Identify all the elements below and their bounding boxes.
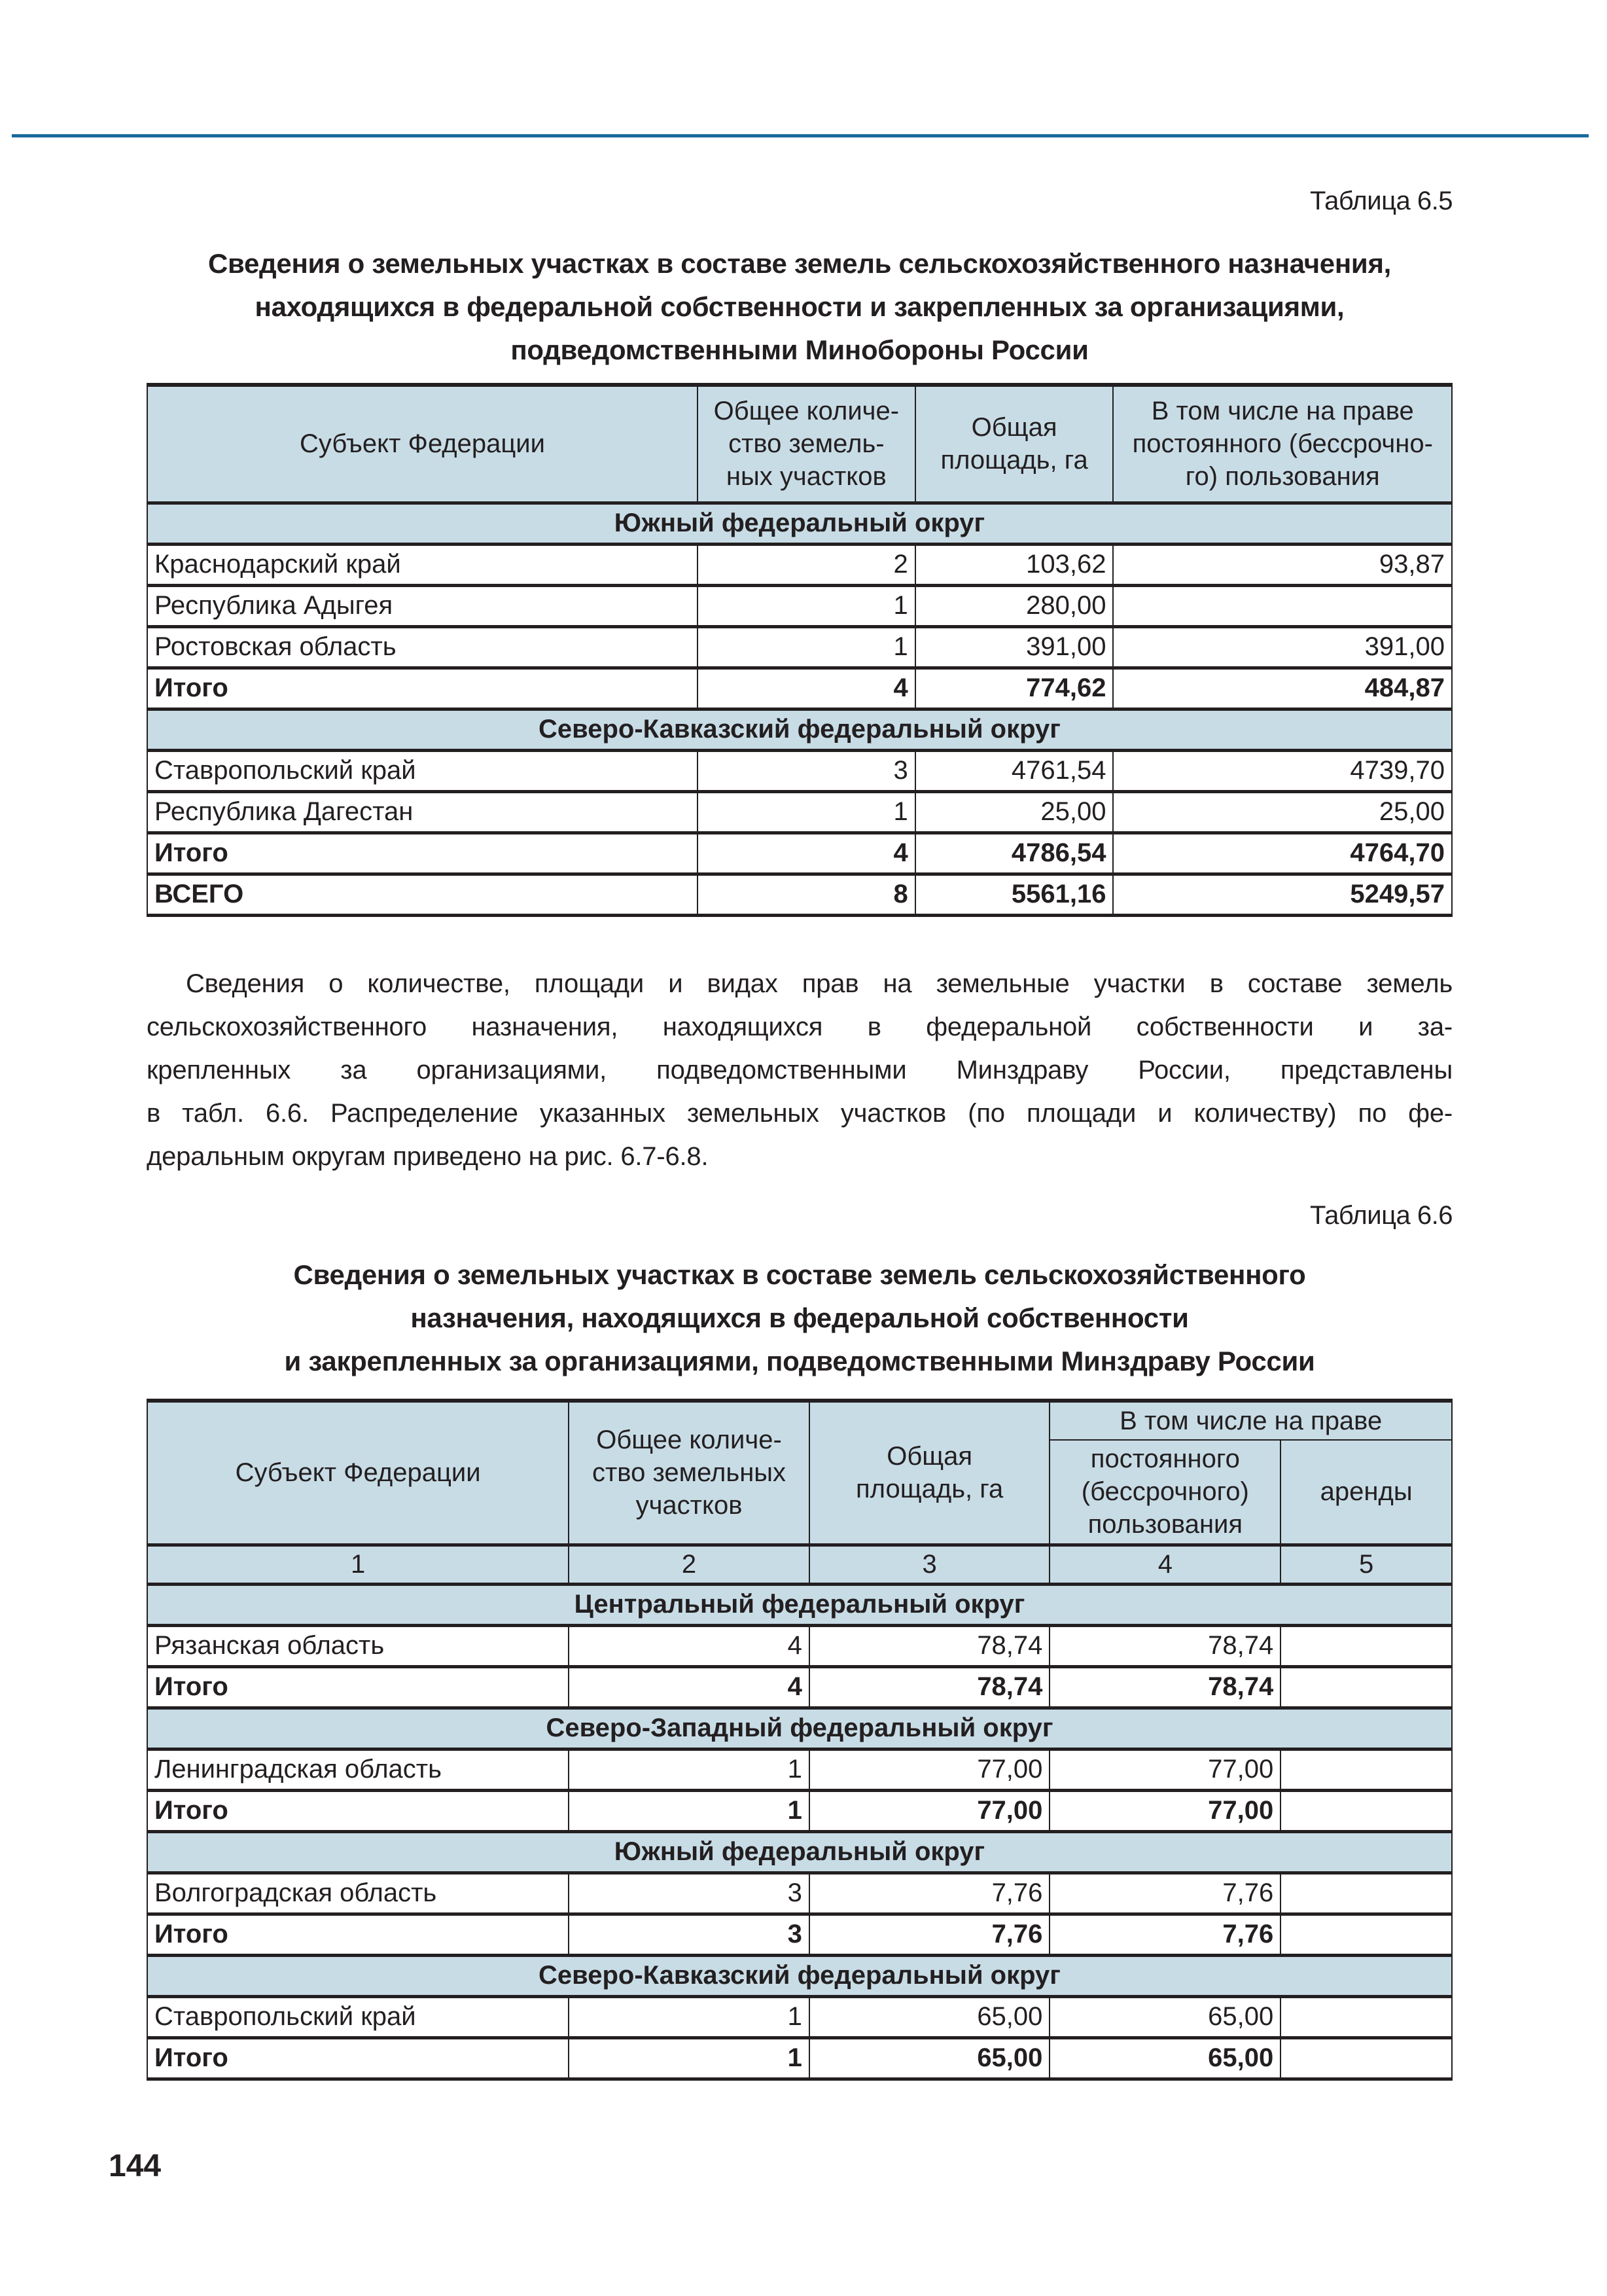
cell-area: 65,00 — [809, 2037, 1050, 2079]
header-count-line: ных участков — [726, 462, 887, 492]
cell-count: 3 — [569, 1914, 809, 1955]
cell-subject: Итого — [147, 1790, 569, 1831]
cell-permanent: 484,87 — [1113, 668, 1452, 709]
cell-permanent: 25,00 — [1113, 791, 1452, 833]
cell-count: 4 — [698, 668, 915, 709]
cell-count: 3 — [569, 1873, 809, 1914]
cell-area: 4761,54 — [915, 750, 1114, 791]
header-rule — [12, 134, 1589, 137]
cell-lease — [1280, 1625, 1452, 1666]
column-number: 3 — [809, 1545, 1050, 1584]
cell-subject: Республика Адыгея — [147, 585, 698, 626]
table-row — [147, 750, 1452, 791]
cell-count: 1 — [569, 2037, 809, 2079]
table-6-5-label: Таблица 6.5 — [1309, 187, 1453, 215]
table-row — [147, 585, 1452, 626]
cell-permanent: 4739,70 — [1113, 750, 1452, 791]
cell-permanent: 78,74 — [1050, 1666, 1280, 1708]
region-name: Северо-Кавказский федеральный округ — [147, 709, 1452, 750]
header-count-line: участков — [635, 1491, 743, 1520]
cell-lease — [1280, 1749, 1452, 1790]
paragraph-line: сельскохозяйственного назначения, находящихся в федеральной собственности и за- — [147, 1013, 1453, 1041]
table-row — [147, 626, 1452, 668]
cell-permanent: 7,76 — [1050, 1873, 1280, 1914]
cell-area: 774,62 — [915, 668, 1114, 709]
page-number: 144 — [109, 2149, 162, 2183]
grand-total-row — [147, 874, 1452, 915]
header-subject: Субъект Федерации — [147, 385, 698, 503]
cell-area: 280,00 — [915, 585, 1114, 626]
region-name: Северо-Западный федеральный округ — [147, 1708, 1452, 1749]
cell-permanent: 5249,57 — [1113, 874, 1452, 915]
region-row — [147, 1831, 1452, 1873]
cell-area: 7,76 — [809, 1873, 1050, 1914]
cell-permanent — [1113, 585, 1452, 626]
column-number-row — [147, 1545, 1452, 1584]
cell-lease — [1280, 1914, 1452, 1955]
title-line: Сведения о земельных участках в составе земель сельскохозяйственного назначения, — [207, 248, 1392, 279]
total-row — [147, 668, 1452, 709]
region-name: Южный федеральный округ — [147, 503, 1452, 544]
cell-subject: Итого — [147, 668, 698, 709]
region-name: Центральный федеральный округ — [147, 1584, 1452, 1625]
cell-count: 1 — [569, 1790, 809, 1831]
cell-permanent: 65,00 — [1050, 1996, 1280, 2037]
cell-subject: Итого — [147, 833, 698, 874]
region-row — [147, 709, 1452, 750]
cell-area: 5561,16 — [915, 874, 1114, 915]
title-line: назначения, находящихся в федеральной собственности — [410, 1302, 1189, 1333]
header-area-line: площадь, га — [856, 1475, 1004, 1504]
header-count-line: Общее количе- — [596, 1426, 782, 1455]
cell-subject: Ставропольский край — [147, 750, 698, 791]
table-row — [147, 791, 1452, 833]
header-area-line: площадь, га — [940, 446, 1088, 475]
cell-count: 4 — [569, 1666, 809, 1708]
cell-lease — [1280, 2037, 1452, 2079]
paragraph-line: крепленных за организациями, подведомственными Минздраву России, представлены — [147, 1056, 1453, 1085]
header-permanent-line: го) пользования — [1185, 462, 1380, 492]
region-row — [147, 1708, 1452, 1749]
paragraph-line: в табл. 6.6. Распределение указанных земельных участков (по площади и количеству) по фе- — [147, 1099, 1453, 1128]
header-area-line: Общая — [887, 1442, 973, 1471]
cell-count: 3 — [698, 750, 915, 791]
cell-area: 65,00 — [809, 1996, 1050, 2037]
cell-count: 2 — [698, 544, 915, 585]
cell-permanent: 78,74 — [1050, 1625, 1280, 1666]
header-permanent — [1113, 385, 1452, 503]
table-6-6-label: Таблица 6.6 — [1309, 1201, 1453, 1230]
header-permanent-line: (бессрочного) — [1081, 1477, 1249, 1507]
cell-subject: Рязанская область — [147, 1625, 569, 1666]
header-permanent-line: пользования — [1087, 1510, 1243, 1539]
cell-count: 1 — [698, 626, 915, 668]
total-row — [147, 2037, 1452, 2079]
cell-permanent: 4764,70 — [1113, 833, 1452, 874]
cell-subject: Ставропольский край — [147, 1996, 569, 2037]
cell-permanent: 391,00 — [1113, 626, 1452, 668]
table-6-6-title — [147, 1253, 1453, 1383]
header-lease: аренды — [1280, 1440, 1452, 1545]
cell-lease — [1280, 1790, 1452, 1831]
cell-subject: Итого — [147, 1666, 569, 1708]
body-paragraph — [147, 962, 1453, 1178]
total-row — [147, 1914, 1452, 1955]
table-6-5-title — [147, 242, 1453, 372]
title-line: находящихся в федеральной собственности и закрепленных за организациями, — [255, 291, 1345, 322]
table-6-5 — [147, 383, 1453, 917]
cell-lease — [1280, 1666, 1452, 1708]
cell-lease — [1280, 1873, 1452, 1914]
title-line: и закрепленных за организациями, подведомственными Минздраву России — [284, 1346, 1315, 1376]
cell-count: 8 — [698, 874, 915, 915]
region-name: Северо-Кавказский федеральный округ — [147, 1955, 1452, 1996]
region-row — [147, 503, 1452, 544]
cell-permanent: 77,00 — [1050, 1749, 1280, 1790]
cell-count: 1 — [569, 1996, 809, 2037]
cell-area: 77,00 — [809, 1790, 1050, 1831]
table-6-6 — [147, 1399, 1453, 2081]
cell-area: 78,74 — [809, 1625, 1050, 1666]
cell-subject: Краснодарский край — [147, 544, 698, 585]
paragraph-line: деральным округам приведено на рис. 6.7-6.8. — [147, 1142, 709, 1171]
cell-count: 4 — [569, 1625, 809, 1666]
header-count-line: ство земель- — [728, 429, 885, 459]
header-count-line: Общее количе- — [713, 397, 900, 426]
header-permanent-line: постоянного — [1090, 1444, 1240, 1474]
table-row — [147, 1749, 1452, 1790]
header-permanent — [1050, 1440, 1280, 1545]
header-area-line: Общая — [971, 413, 1057, 442]
table-row — [147, 1625, 1452, 1666]
total-row — [147, 833, 1452, 874]
header-rights-group: В том числе на праве — [1050, 1401, 1452, 1440]
header-subject: Субъект Федерации — [147, 1401, 569, 1545]
header-area — [915, 385, 1114, 503]
column-number: 1 — [147, 1545, 569, 1584]
total-row — [147, 1666, 1452, 1708]
cell-subject: Итого — [147, 1914, 569, 1955]
cell-subject: Итого — [147, 2037, 569, 2079]
region-row — [147, 1955, 1452, 1996]
cell-area: 7,76 — [809, 1914, 1050, 1955]
cell-permanent: 77,00 — [1050, 1790, 1280, 1831]
column-number: 4 — [1050, 1545, 1280, 1584]
cell-lease — [1280, 1996, 1452, 2037]
cell-area: 103,62 — [915, 544, 1114, 585]
paragraph-line: Сведения о количестве, площади и видах прав на земельные участки в составе земель — [186, 969, 1453, 998]
region-row — [147, 1584, 1452, 1625]
cell-area: 78,74 — [809, 1666, 1050, 1708]
header-count-line: ство земельных — [592, 1458, 786, 1488]
table-row — [147, 1996, 1452, 2037]
header-permanent-line: постоянного (бессрочно- — [1132, 429, 1433, 459]
cell-area: 391,00 — [915, 626, 1114, 668]
cell-area: 77,00 — [809, 1749, 1050, 1790]
table-row — [147, 544, 1452, 585]
cell-count: 1 — [698, 791, 915, 833]
cell-count: 4 — [698, 833, 915, 874]
cell-subject: Ленинградская область — [147, 1749, 569, 1790]
cell-subject: ВСЕГО — [147, 874, 698, 915]
cell-area: 25,00 — [915, 791, 1114, 833]
cell-permanent: 7,76 — [1050, 1914, 1280, 1955]
title-line: Сведения о земельных участках в составе земель сельскохозяйственного — [293, 1259, 1306, 1290]
total-row — [147, 1790, 1452, 1831]
header-area — [809, 1401, 1050, 1545]
cell-subject: Республика Дагестан — [147, 791, 698, 833]
title-line: подведомственными Минобороны России — [510, 334, 1089, 365]
cell-subject: Волгоградская область — [147, 1873, 569, 1914]
cell-permanent: 93,87 — [1113, 544, 1452, 585]
cell-subject: Ростовская область — [147, 626, 698, 668]
table-row — [147, 1873, 1452, 1914]
cell-count: 1 — [569, 1749, 809, 1790]
cell-area: 4786,54 — [915, 833, 1114, 874]
column-number: 5 — [1280, 1545, 1452, 1584]
region-name: Южный федеральный округ — [147, 1831, 1452, 1873]
cell-permanent: 65,00 — [1050, 2037, 1280, 2079]
header-permanent-line: В том числе на праве — [1151, 397, 1414, 426]
cell-count: 1 — [698, 585, 915, 626]
column-number: 2 — [569, 1545, 809, 1584]
header-count — [698, 385, 915, 503]
header-count — [569, 1401, 809, 1545]
